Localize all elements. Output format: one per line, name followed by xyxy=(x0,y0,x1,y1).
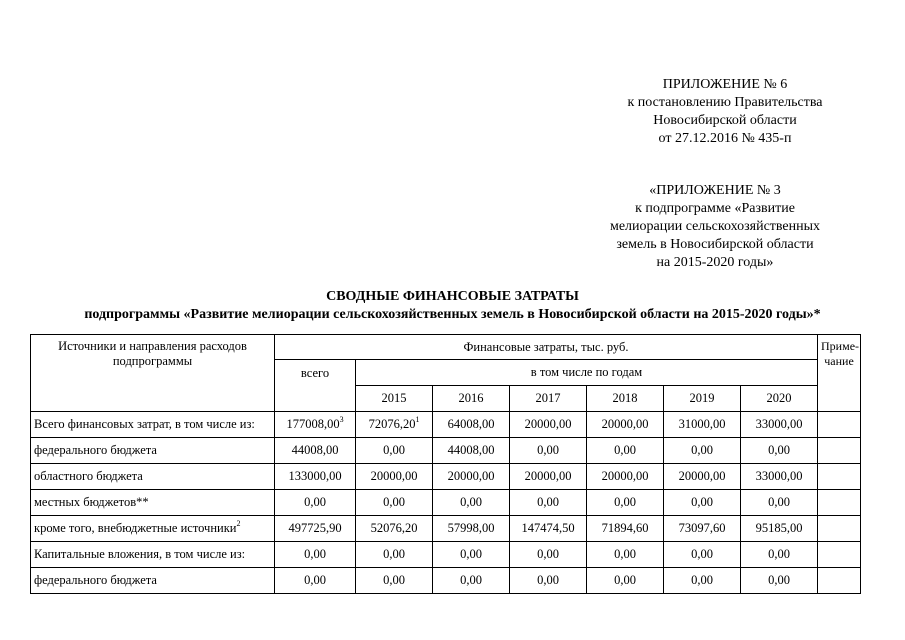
cell-value: 72076,20 xyxy=(368,417,416,431)
cell-value: 0,00 xyxy=(691,573,713,587)
cell-value: 95185,00 xyxy=(755,521,803,535)
row-total-value: 0,00 xyxy=(304,547,326,561)
header-year-2019: 2019 xyxy=(664,386,741,412)
year-value-2017 xyxy=(510,490,587,516)
row-label xyxy=(31,542,275,568)
row-total xyxy=(275,490,356,516)
cell-value: 57998,00 xyxy=(447,521,495,535)
year-value-2017 xyxy=(510,516,587,542)
cell-value: 0,00 xyxy=(614,547,636,561)
row-note xyxy=(818,516,861,542)
cell-value: 20000,00 xyxy=(678,469,726,483)
year-value-2018 xyxy=(587,412,664,438)
footnote-marker: 1 xyxy=(415,414,420,424)
table-row xyxy=(31,438,861,464)
year-value-2016 xyxy=(433,542,510,568)
row-label xyxy=(31,412,275,438)
header-year-2017: 2017 xyxy=(510,386,587,412)
year-value-2020 xyxy=(741,490,818,516)
year-value-2015 xyxy=(356,542,433,568)
row-label-text: федерального бюджета xyxy=(34,443,157,457)
cell-value: 0,00 xyxy=(383,573,405,587)
row-total-value: 133000,00 xyxy=(288,469,342,483)
row-label xyxy=(31,490,275,516)
cell-value: 0,00 xyxy=(691,547,713,561)
cell-value: 0,00 xyxy=(383,443,405,457)
cell-value: 20000,00 xyxy=(601,469,649,483)
year-value-2020 xyxy=(741,464,818,490)
year-value-2016 xyxy=(433,490,510,516)
cell-value: 20000,00 xyxy=(447,469,495,483)
year-value-2018 xyxy=(587,490,664,516)
year-value-2018 xyxy=(587,464,664,490)
year-value-2020 xyxy=(741,438,818,464)
appendix-line: земель в Новосибирской области xyxy=(616,237,814,252)
cell-value: 0,00 xyxy=(537,495,559,509)
table-row xyxy=(31,516,861,542)
year-value-2016 xyxy=(433,568,510,594)
appendix-line: на 2015-2020 годы» xyxy=(656,255,774,270)
cell-value: 71894,60 xyxy=(601,521,649,535)
year-value-2018 xyxy=(587,438,664,464)
table-body xyxy=(31,412,861,594)
appendix-line: мелиорации сельскохозяйственных xyxy=(609,219,821,234)
year-value-2017 xyxy=(510,568,587,594)
document-subtitle: подпрограммы «Развитие мелиорации сельскохозяйственных земель в Новосибирской области на 2015-2020 годы»* xyxy=(84,307,821,322)
row-label xyxy=(31,464,275,490)
row-label xyxy=(31,438,275,464)
appendix-6-header xyxy=(590,76,860,148)
financial-costs-table xyxy=(30,334,861,594)
year-value-2016 xyxy=(433,412,510,438)
cell-value: 0,00 xyxy=(460,547,482,561)
cell-value: 0,00 xyxy=(768,547,790,561)
appendix-line: к постановлению Правительства xyxy=(627,95,823,110)
cell-value: 33000,00 xyxy=(755,469,803,483)
cell-value: 20000,00 xyxy=(524,469,572,483)
table-row xyxy=(31,542,861,568)
cell-value: 0,00 xyxy=(768,573,790,587)
row-label xyxy=(31,516,275,542)
header-costs: Финансовые затраты, тыс. руб. xyxy=(275,335,818,360)
year-value-2019 xyxy=(664,568,741,594)
year-value-2019 xyxy=(664,464,741,490)
cell-value: 0,00 xyxy=(691,443,713,457)
row-note xyxy=(818,464,861,490)
row-total-value: 44008,00 xyxy=(291,443,339,457)
cell-value: 64008,00 xyxy=(447,417,495,431)
table-row xyxy=(31,412,861,438)
appendix-line: Новосибирской области xyxy=(653,113,797,128)
cell-value: 20000,00 xyxy=(370,469,418,483)
cell-value: 52076,20 xyxy=(370,521,418,535)
row-label-text: федерального бюджета xyxy=(34,573,157,587)
row-total xyxy=(275,412,356,438)
cell-value: 31000,00 xyxy=(678,417,726,431)
year-value-2016 xyxy=(433,516,510,542)
row-label-text: местных бюджетов** xyxy=(34,495,149,509)
year-value-2015 xyxy=(356,568,433,594)
year-value-2015 xyxy=(356,490,433,516)
row-label-text: областного бюджета xyxy=(34,469,143,483)
cell-value: 0,00 xyxy=(537,547,559,561)
row-label-text: кроме того, внебюджетные источники xyxy=(34,521,237,535)
row-total-value: 177008,00 xyxy=(286,417,340,431)
cell-value: 0,00 xyxy=(460,495,482,509)
row-total-value: 0,00 xyxy=(304,573,326,587)
cell-value: 0,00 xyxy=(768,495,790,509)
row-total-value: 497725,90 xyxy=(288,521,342,535)
cell-value: 33000,00 xyxy=(755,417,803,431)
appendix-line: ПРИЛОЖЕНИЕ № 6 xyxy=(662,77,788,92)
row-note xyxy=(818,490,861,516)
year-value-2018 xyxy=(587,542,664,568)
document-title: СВОДНЫЕ ФИНАНСОВЫЕ ЗАТРАТЫ xyxy=(326,289,579,304)
row-total-value: 0,00 xyxy=(304,495,326,509)
year-value-2019 xyxy=(664,490,741,516)
year-value-2016 xyxy=(433,438,510,464)
year-value-2015 xyxy=(356,516,433,542)
appendix-line: от 27.12.2016 № 435-п xyxy=(658,131,792,146)
cell-value: 0,00 xyxy=(537,443,559,457)
cell-value: 0,00 xyxy=(383,495,405,509)
row-note xyxy=(818,438,861,464)
footnote-marker: 3 xyxy=(339,414,344,424)
cell-value: 0,00 xyxy=(460,573,482,587)
cell-value: 0,00 xyxy=(614,573,636,587)
header-note: Приме-чание xyxy=(818,335,861,412)
table-header xyxy=(31,335,861,412)
row-total xyxy=(275,568,356,594)
header-year-2016: 2016 xyxy=(433,386,510,412)
cell-value: 0,00 xyxy=(614,495,636,509)
header-sources: Источники и направления расходов подпрограммы xyxy=(31,335,275,412)
year-value-2018 xyxy=(587,516,664,542)
year-value-2018 xyxy=(587,568,664,594)
appendix-line: к подпрограмме «Развитие xyxy=(635,201,795,216)
header-total: всего xyxy=(275,360,356,412)
header-by-years: в том числе по годам xyxy=(356,360,818,386)
cell-value: 147474,50 xyxy=(521,521,575,535)
year-value-2020 xyxy=(741,516,818,542)
year-value-2015 xyxy=(356,464,433,490)
cell-value: 0,00 xyxy=(383,547,405,561)
table-row xyxy=(31,568,861,594)
footnote-marker: 2 xyxy=(236,518,241,528)
appendix-3-header xyxy=(590,182,840,272)
row-total xyxy=(275,438,356,464)
year-value-2019 xyxy=(664,516,741,542)
year-value-2015 xyxy=(356,412,433,438)
row-label xyxy=(31,568,275,594)
row-note xyxy=(818,568,861,594)
header-year-2018: 2018 xyxy=(587,386,664,412)
cell-value: 73097,60 xyxy=(678,521,726,535)
year-value-2019 xyxy=(664,438,741,464)
cell-value: 20000,00 xyxy=(601,417,649,431)
year-value-2017 xyxy=(510,412,587,438)
year-value-2016 xyxy=(433,464,510,490)
row-total xyxy=(275,464,356,490)
row-label-text: Капитальные вложения, в том числе из: xyxy=(34,547,246,561)
row-note xyxy=(818,542,861,568)
table-row xyxy=(31,490,861,516)
row-total xyxy=(275,516,356,542)
year-value-2017 xyxy=(510,464,587,490)
year-value-2020 xyxy=(741,412,818,438)
row-label-text: Всего финансовых затрат, в том числе из: xyxy=(34,417,255,431)
cell-value: 0,00 xyxy=(768,443,790,457)
row-note xyxy=(818,412,861,438)
cell-value: 0,00 xyxy=(614,443,636,457)
header-year-2015: 2015 xyxy=(356,386,433,412)
cell-value: 20000,00 xyxy=(524,417,572,431)
year-value-2020 xyxy=(741,568,818,594)
table-row xyxy=(31,464,861,490)
header-year-2020: 2020 xyxy=(741,386,818,412)
year-value-2019 xyxy=(664,412,741,438)
year-value-2017 xyxy=(510,542,587,568)
cell-value: 0,00 xyxy=(537,573,559,587)
appendix-line: «ПРИЛОЖЕНИЕ № 3 xyxy=(649,183,781,198)
cell-value: 0,00 xyxy=(691,495,713,509)
year-value-2015 xyxy=(356,438,433,464)
year-value-2019 xyxy=(664,542,741,568)
row-total xyxy=(275,542,356,568)
year-value-2020 xyxy=(741,542,818,568)
cell-value: 44008,00 xyxy=(447,443,495,457)
year-value-2017 xyxy=(510,438,587,464)
